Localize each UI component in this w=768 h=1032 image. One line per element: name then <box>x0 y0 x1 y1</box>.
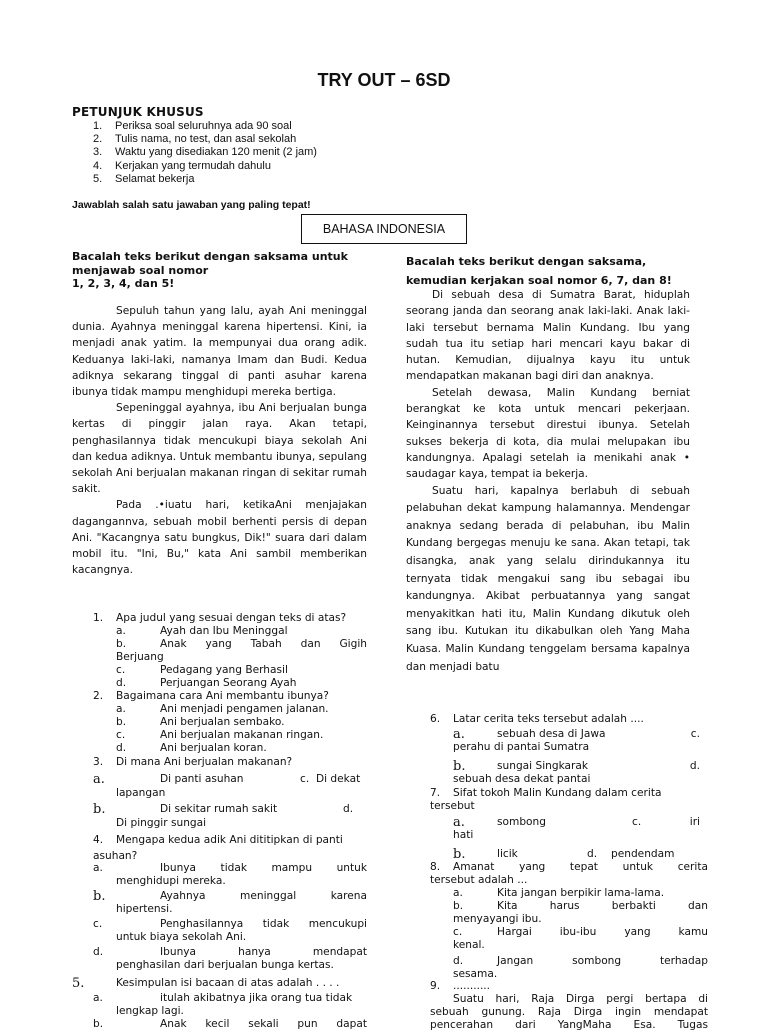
question-7: 7. Sifat tokoh Malin Kundang dalam cerita tersebut a. sombong c. iri hati b. licik d. pendendam <box>430 787 700 862</box>
passage-paragraph: Suatu hari, kapalnya berlabuh di sebuah pelabuhan dekat kampung halamannya. Mendengar anaknya sedang berada di pelabuhan, ibu Malin Kundang bergegas menuju ke sana. Akan tetapi, tak disangka, anak yang selalu dirindukannya itu ternyata tidak mengakui sang ibu sebagai ibu kandungnya. Akibat perbuatannya yang sangat menyakitkan hati itu, Malin Kundang dikutuk oleh sang ibu. Kutukan itu dikabulkan oleh Yang Maha Kuasa. Malin Kundang tenggelam bersama kapalnya dan menjadi batu <box>406 484 690 673</box>
question-2: 2. Bagaimana cara Ani membantu ibunya? a. Ani menjadi pengamen jalanan. b. Ani berjualan sembako. c. Ani berjualan makanan ringan. d. Ani berjualan koran. <box>93 690 329 754</box>
petunjuk-item <box>93 160 317 173</box>
question-6: 6. Latar cerita teks tersebut adalah .... a. sebuah desa di Jawa c. perahu di pantai Sumatra b. sungai Singkarak d. sebuah desa dekat pantai <box>430 713 700 785</box>
question-4-options: a. Ibunya tidak mampu untuk menghidupi mereka. b. Ayahnya meninggal karena hipertensi. c. Penghasilannya tidak mencukupi untuk biaya sekolah Ani. d. Ibunya hanya mendapat penghasilan dari berjualan bunga kertas. <box>93 862 367 971</box>
question-number: 5. <box>72 976 85 991</box>
option-a-cont: menghidupi mereka. <box>116 875 226 887</box>
q9-passage-line: pencerahan dari YangMaha Esa. Tugas <box>430 1019 708 1031</box>
question-text: Amanat yang tepat untuk cerita <box>453 861 708 873</box>
passage-paragraph: Sepeninggal ayahnya, ibu Ani berjualan bunga kertas di pinggir jalan raya. Akan tetapi, penghasilannya tidak mencukupi biaya sekolah Ani dan kedua adiknya. Untuk membantu ibunya, sepulang sekolah Ani berjualan makanan ringan di sekitar rumah sakit. <box>72 402 367 496</box>
option-a: sombong <box>497 816 546 828</box>
question-text: Di mana Ani berjualan makanan? <box>116 756 293 768</box>
option-c: perahu di pantai Sumatra <box>453 741 590 753</box>
option-d-label: d. <box>343 803 354 815</box>
question-text-cont: tersebut adalah ... <box>430 874 528 886</box>
petunjuk-num: 5. <box>93 172 103 185</box>
option-d: Perjuangan Seorang Ayah <box>160 677 297 689</box>
option-c-cont: hati <box>453 829 474 841</box>
passage-paragraph: Sepuluh tahun yang lalu, ayah Ani meninggal dunia. Ayahnya meninggal karena hipertensi. Kini, ia menjadi anak yatim. Ia mempunyai dua orang adik. Keduanya laki-laki, namanya Imam dan Budi. Kedua adiknya sekarang tinggal di panti asuhar karena ibunya tidak mampu menghidupi mereka bertiga. <box>72 305 367 399</box>
question-3 <box>93 756 367 769</box>
option-b: Ayahnya meninggal karena <box>160 890 367 902</box>
option-b-cont: Berjuang <box>116 651 164 663</box>
question-3-options: a. Di panti asuhan c. Di dekat lapangan b. Di sekitar rumah sakit d. Di pinggir sungai <box>93 772 367 830</box>
option-c-label: c. <box>690 728 700 740</box>
petunjuk-item <box>93 173 317 186</box>
petunjuk-text: Periksa soal seluruhnya ada 90 soal <box>115 120 292 132</box>
right-passage <box>406 287 690 676</box>
option-c-cont: kenal. <box>453 939 485 951</box>
option-a: itulah akibatnya jika orang tua tidak <box>160 992 353 1004</box>
question-number: 7. <box>430 787 441 799</box>
right-reading-heading <box>406 254 706 289</box>
option-d: Jangan sombong terhadap <box>497 955 708 967</box>
general-instruction: Jawablah salah satu jawaban yang paling tepat! <box>72 199 311 211</box>
left-reading-heading <box>72 250 372 291</box>
petunjuk-item <box>93 146 317 159</box>
option-d: Di pinggir sungai <box>116 817 207 829</box>
option-b: Anak kecil sekali pun dapat <box>160 1018 367 1030</box>
option-a: Ayah dan Ibu Meninggal <box>160 625 288 637</box>
option-c-label: c. <box>632 816 642 828</box>
option-b: Di sekitar rumah sakit <box>160 803 278 815</box>
question-text-cont: tersebut <box>430 800 475 812</box>
option-b: Kita harus berbakti dan <box>497 900 708 912</box>
petunjuk-text: Tulis nama, no test, dan asal sekolah <box>115 133 297 146</box>
section-title-box: BAHASA INDONESIA <box>301 214 467 244</box>
question-4 <box>93 832 367 864</box>
heading-line: kemudian kerjakan soal nomor 6, 7, dan 8! <box>406 274 672 287</box>
petunjuk-num: 1. <box>93 120 103 132</box>
question-number: 1. <box>93 612 104 624</box>
question-number: 9. <box>430 980 441 992</box>
heading-line: Bacalah teks berikut dengan saksama, <box>406 255 647 268</box>
option-a: Di panti asuhan <box>160 773 244 785</box>
heading-line: Bacalah teks berikut dengan saksama untuk <box>72 250 348 263</box>
petunjuk-num: 3. <box>93 146 103 159</box>
petunjuk-text: Waktu yang disediakan 120 menit (2 jam) <box>115 146 317 159</box>
q9-passage-line: Suatu hari, Raja Dirga pergi bertapa di <box>453 993 708 1005</box>
question-number: 3. <box>93 756 104 768</box>
question-1: 1. Apa judul yang sesuai dengan teks di atas? a. Ayah dan Ibu Meninggal b. Anak yang Tabah dan Gigih Berjuang c. Pedagang yang Berhasil d. Perjuangan Seorang Ayah <box>93 612 367 689</box>
option-c: Pedagang yang Berhasil <box>160 664 288 676</box>
petunjuk-item <box>93 120 317 133</box>
petunjuk-item <box>93 133 317 146</box>
petunjuk-list <box>93 120 317 186</box>
passage-paragraph: Setelah dewasa, Malin Kundang berniat berangkat ke kota untuk mencari pekerjaan. Keinginannya tersebut direstui ibunya. Setelah sukses bekerja di kota, dia mulai melupakan ibu kandungnya. Apalagi setelah ia menikahi anak • saudagar kaya, tempat ia bekerja. <box>406 386 690 481</box>
option-d: sebuah desa dekat pantai <box>453 773 591 785</box>
option-d-label: d. <box>587 848 598 860</box>
option-b: sungai Singkarak <box>497 760 589 772</box>
question-5: 5. Kesimpulan isi bacaan di atas adalah . . . . a. itulah akibatnya jika orang tua tidak lengkap lagi. b. Anak kecil sekali pun dapat <box>72 976 367 1030</box>
option-d-cont: sesama. <box>453 968 498 980</box>
petunjuk-text: Kerjakan yang termudah dahulu <box>115 159 271 172</box>
option-d: Ibunya hanya mendapat <box>160 946 367 958</box>
question-9 <box>430 980 708 1032</box>
question-text-cont: asuhan? <box>93 850 138 862</box>
left-passage <box>72 303 367 578</box>
passage-paragraph: Pada .•iuatu hari, ketikaAni menjajakan dagangannva, sebuah mobil berhenti persis di depan Ani. "Kacangnya satu bungkus, Dik!" suara dari dalam mobil itu. "Ini, Bu," kata Ani sambil memberikan kacangnya. <box>72 499 367 577</box>
question-number: 8. <box>430 861 441 873</box>
option-a: Kita jangan berpikir lama-lama. <box>497 887 665 899</box>
question-text: Kesimpulan isi bacaan di atas adalah . . . . <box>116 977 340 989</box>
option-d-cont: penghasilan dari berjualan bunga kertas. <box>116 959 334 971</box>
option-c-cont: lapangan <box>116 787 166 799</box>
option-b-cont: menyayangi ibu. <box>453 913 542 925</box>
question-number: 4. <box>93 834 104 846</box>
question-text: Apa judul yang sesuai dengan teks di atas? <box>116 612 347 624</box>
petunjuk-heading: PETUNJUK KHUSUS <box>72 105 204 119</box>
petunjuk-text: Selamat bekerja <box>115 172 195 185</box>
option-b: Ani berjualan sembako. <box>160 716 285 728</box>
option-b: Anak yang Tabah dan Gigih <box>160 638 367 650</box>
option-c-cont: untuk biaya sekolah Ani. <box>116 931 247 943</box>
question-text: ........... <box>453 980 491 992</box>
option-a: Ibunya tidak mampu untuk <box>160 862 367 874</box>
option-c: Hargai ibu-ibu yang kamu <box>497 926 708 938</box>
option-a: sebuah desa di Jawa <box>497 728 606 740</box>
passage-paragraph: Di sebuah desa di Sumatra Barat, hiduplah seorang janda dan seorang anak laki-laki. Anak laki-laki tersebut bernama Malin Kundang. Ibu yang sudah tua itu setiap hari mencari kayu bakar di hutan. Kemudian, dijualnya kayu itu untuk mendapatkan makanan bagi diri dan anaknya. <box>406 289 690 383</box>
option-a-cont: lengkap lagi. <box>116 1005 184 1017</box>
question-text: Mengapa kedua adik Ani dititipkan di panti <box>116 834 343 846</box>
question-text: Sifat tokoh Malin Kundang dalam cerita <box>453 787 662 799</box>
petunjuk-num: 4. <box>93 159 103 172</box>
option-d: Ani berjualan koran. <box>160 742 267 754</box>
option-d: pendendam <box>611 848 675 860</box>
heading-line: menjawab soal nomor <box>72 263 209 277</box>
option-b: licik <box>497 848 518 860</box>
option-d-label: d. <box>689 760 700 772</box>
petunjuk-num: 2. <box>93 133 103 146</box>
option-b-cont: hipertensi. <box>116 903 173 915</box>
heading-line: 1, 2, 3, 4, dan 5! <box>72 277 175 290</box>
q9-passage-line: sebuah gunung. Raja Dirga ingin mendapat <box>430 1006 708 1018</box>
option-c: Penghasilannya tidak mencukupi <box>160 918 367 930</box>
question-number: 6. <box>430 713 441 725</box>
page-title: TRY OUT – 6SD <box>317 70 451 90</box>
question-text: Latar cerita teks tersebut adalah .... <box>453 713 644 725</box>
option-c: Ani berjualan makanan ringan. <box>160 729 324 741</box>
question-number: 2. <box>93 690 104 702</box>
question-8: 8. Amanat yang tepat untuk cerita tersebut adalah ... a. Kita jangan berpikir lama-lama. b. Kita harus berbakti dan menyayangi ibu. c. Hargai ibu-ibu yang kamu kenal. d. Jangan sombong terhadap sesama. <box>430 861 708 980</box>
question-text: Bagaimana cara Ani membantu ibunya? <box>116 690 329 702</box>
option-c: iri <box>689 816 700 828</box>
option-c: c. Di dekat <box>300 773 361 785</box>
option-a: Ani menjadi pengamen jalanan. <box>160 703 329 715</box>
